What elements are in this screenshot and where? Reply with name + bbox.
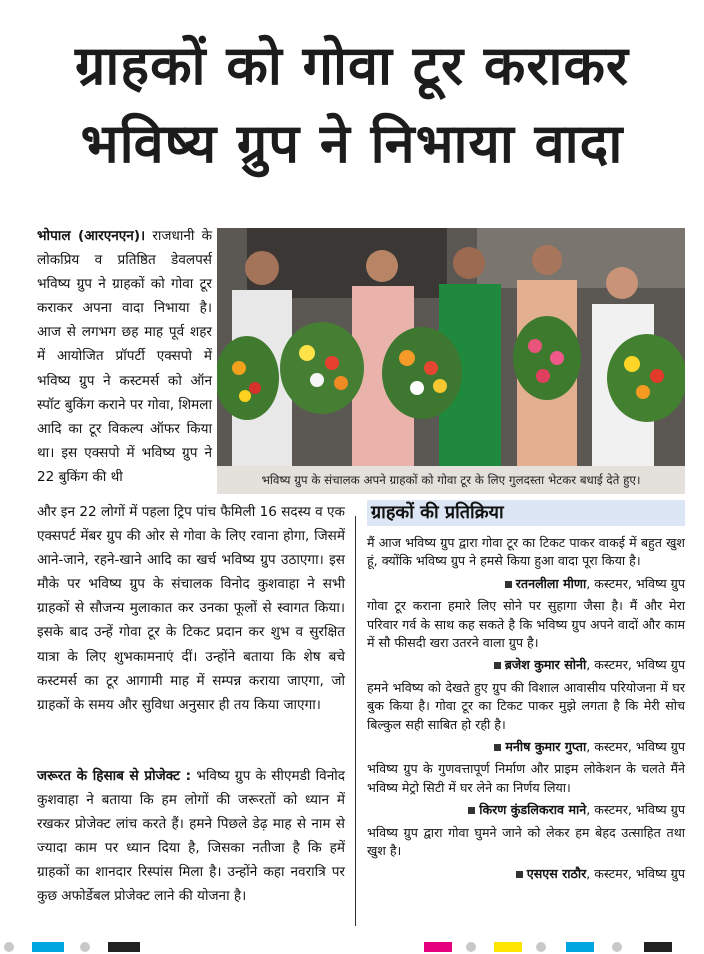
- article-narrow-column: [37, 224, 212, 489]
- reaction-name: एसएस राठौर: [526, 865, 587, 881]
- dateline: भोपाल (आरएनएन)।: [37, 228, 146, 244]
- headline-line-2: भविष्य ग्रुप ने निभाया वादा: [80, 112, 624, 175]
- article-subsection: [37, 764, 345, 909]
- reaction-quote: भविष्य ग्रुप द्वारा गोवा घुमने जाने को लेकर हम बेहद उत्साहित तथा खुश है।: [367, 824, 685, 859]
- reaction-item: [367, 760, 685, 819]
- reaction-name: ब्रजेश कुमार सोनी: [504, 657, 587, 673]
- reaction-role: , कस्टमर, भविष्य ग्रुप: [586, 657, 685, 673]
- reaction-quote: हमने भविष्य को देखते हुए ग्रुप की विशाल आवासीय परियोजना में घर बुक किया है। गोवा टूर का टिकट पाकर मुझे लगता है कि मेरी सोच बिल्कुल सही साबित हो रही है।: [367, 679, 685, 732]
- black-mark: [108, 942, 140, 952]
- registration-dot: [4, 942, 14, 952]
- column-divider: [355, 516, 356, 926]
- reactions-list: [367, 534, 685, 887]
- reaction-role: , कस्टमर, भविष्य ग्रुप: [586, 865, 685, 881]
- registration-dot: [612, 942, 622, 952]
- square-bullet-icon: [516, 871, 523, 878]
- article-wide-column: और इन 22 लोगों में पहला ट्रिप पांच फैमिली 16 सदस्य व एक एक्सपर्ट मेंबर ग्रुप की ओर से गोवा के लिए रवाना होगा, जिसमें आने-जाने, रहने-खाने आदि का खर्च भविष्य ग्रुप उठाएगा। इस मौके पर भविष्य ग्रुप के संचालक विनोद कुशवाहा ने सभी ग्राहकों से सौजन्य मुलाकात कर उनका फूलों से स्वागत किया। इसके बाद उन्हें गोवा टूर के टिकट प्रदान कर शुभ व सुरक्षित यात्रा के लिए शुभकामनाएं दीं। उन्होंने बताया कि शेष बचे कस्टमर्स का टूर आगामी माह में सम्पन्न कराया जाएगा, जो ग्राहकों के समय और सुविधा अनुसार ही तय किया जाएगा।: [37, 504, 345, 713]
- reaction-byline: [367, 575, 685, 593]
- reaction-role: , कस्टमर, भविष्य ग्रुप: [586, 739, 685, 755]
- magenta-mark: [424, 942, 452, 952]
- reaction-item: [367, 534, 685, 593]
- article-paragraph-1: राजधानी के लोकप्रिय व प्रतिष्ठित डेवलपर्स भविष्य ग्रुप ने ग्राहकों को गोवा टूर कराकर अपना वादा निभाया है। आज से लगभग छह माह पूर्व शहर में आयोजित प्रॉपर्टी एक्सपो में भविष्य ग्रुप ने कस्टमर्स को ऑन स्पॉट बुकिंग कराने पर गोवा, शिमला आदि का टूर विकल्प ऑफर किया था। इस एक्सपो में भविष्य ग्रुप ने 22 बुकिंग की थी: [37, 228, 213, 485]
- reaction-item: [367, 679, 685, 757]
- news-photo: [217, 228, 685, 494]
- reaction-quote: मैं आज भविष्य ग्रुप द्वारा गोवा टूर का टिकट पाकर वाकई में बहुत खुश हूं, क्योंकि भविष्य ग्रुप ने हमसे किया हुआ वादा पूरा किया है।: [367, 535, 685, 569]
- reaction-byline: [367, 801, 685, 819]
- reaction-name: मनीष कुमार गुप्ता: [505, 739, 587, 755]
- cyan-mark: [32, 942, 64, 952]
- black-mark: [644, 942, 672, 952]
- registration-dot: [466, 942, 476, 952]
- square-bullet-icon: [505, 581, 512, 588]
- print-registration-marks: [0, 940, 704, 954]
- square-bullet-icon: [494, 744, 501, 751]
- square-bullet-icon: [494, 662, 501, 669]
- reaction-byline: [367, 865, 685, 883]
- article-paragraph-2: भविष्य ग्रुप के सीएमडी विनोद कुशवाहा ने बताया कि हम लोगों की जरूरतों को ध्यान में रखकर प्रोजेक्ट लांच करते हैं। हमने पिछले डेढ़ माह से नाम से ज्यादा काम पर ध्यान दिया है, जिसका नतीजा है कि हमें ग्राहकों का शानदार रिस्पांस मिला है। उन्होंने कहा नवरात्रि पर कुछ अफोर्डेबल प्रोजेक्ट लाने की योजना है।: [37, 768, 345, 905]
- reaction-name: किरण कुंडलिकराव माने: [479, 802, 587, 818]
- square-bullet-icon: [468, 807, 475, 814]
- reaction-role: , कस्टमर, भविष्य ग्रुप: [586, 575, 685, 591]
- reaction-byline: [367, 738, 685, 756]
- reaction-quote: भविष्य ग्रुप के गुणवत्तापूर्ण निर्माण और प्राइम लोकेशन के चलते मैंने भविष्य मेट्रो सिटी में घर लेने का निर्णय लिया।: [367, 761, 685, 795]
- reaction-item: [367, 597, 685, 675]
- registration-dot: [536, 942, 546, 952]
- reaction-name: रतनलीला मीणा: [515, 575, 587, 591]
- reaction-byline: [367, 656, 685, 674]
- reaction-quote: गोवा टूर कराना हमारे लिए सोने पर सुहागा जैसा है। मैं और मेरा परिवार गर्व के साथ कह सकते है कि भविष्य ग्रुप अपने वादों और काम में सौ फीसदी खरा उतरने वाला ग्रुप है।: [367, 598, 685, 651]
- photo-illustration: [217, 228, 685, 466]
- reaction-item: [367, 824, 685, 883]
- yellow-mark: [494, 942, 522, 952]
- subsection-heading: जरूरत के हिसाब से प्रोजेक्ट :: [37, 768, 192, 784]
- reactions-title: ग्राहकों की प्रतिक्रिया: [371, 502, 504, 523]
- reactions-heading-box: [367, 500, 685, 526]
- photo-caption: भविष्य ग्रुप के संचालक अपने ग्राहकों को गोवा टूर के लिए गुलदस्ता भेटकर बधाई देते हुए।: [217, 466, 685, 494]
- reaction-role: , कस्टमर, भविष्य ग्रुप: [586, 802, 685, 818]
- cyan-mark: [566, 942, 594, 952]
- headline-line-1: ग्राहकों को गोवा टूर कराकर: [74, 34, 630, 97]
- registration-dot: [80, 942, 90, 952]
